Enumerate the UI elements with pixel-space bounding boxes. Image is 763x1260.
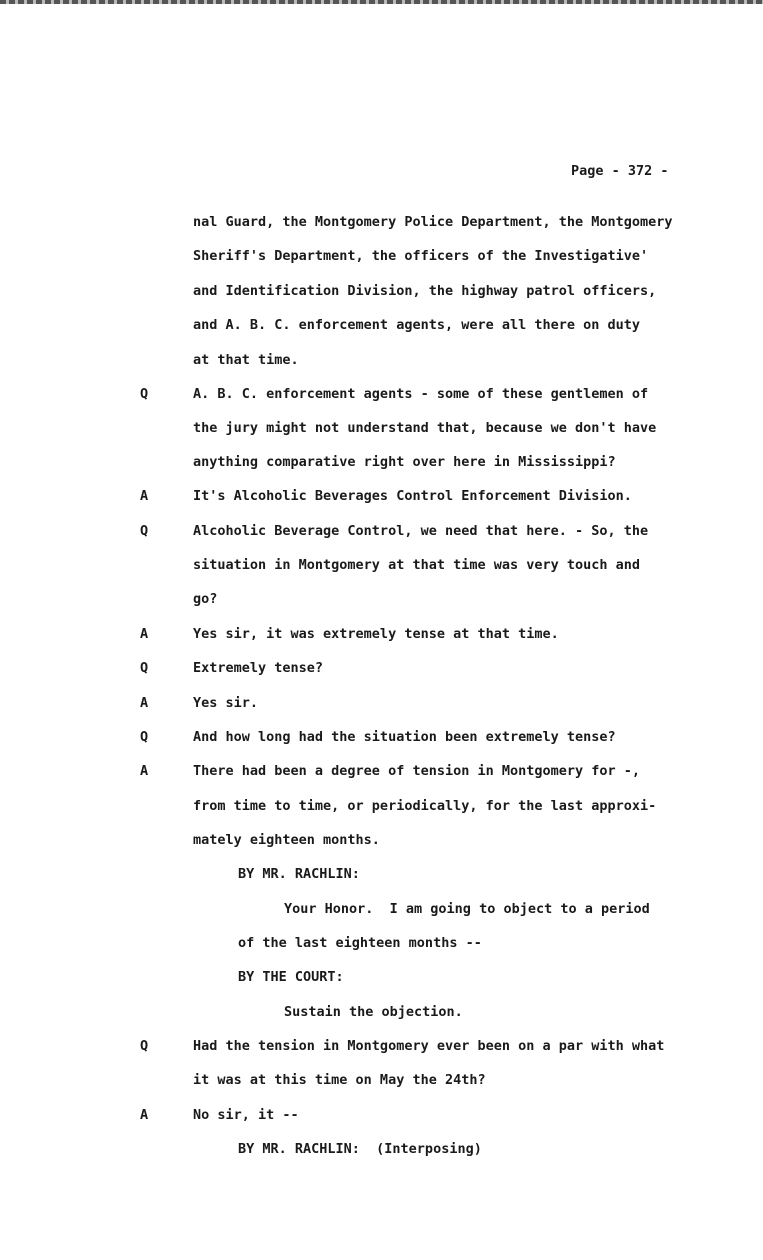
speaker-label: A bbox=[140, 1107, 149, 1123]
transcript-line: Sustain the objection. bbox=[284, 1004, 463, 1020]
speaker-label: Q bbox=[140, 660, 149, 676]
transcript-line: It's Alcoholic Beverages Control Enforcement Division. bbox=[193, 488, 632, 504]
transcript-line: from time to time, or periodically, for the last approxi- bbox=[193, 798, 657, 814]
transcript-line: Extremely tense? bbox=[193, 660, 324, 676]
transcript-line: it was at this time on May the 24th? bbox=[193, 1072, 486, 1088]
transcript-line: the jury might not understand that, because we don't have bbox=[193, 420, 657, 436]
transcript-line: Your Honor. I am going to object to a period bbox=[284, 901, 650, 917]
transcript-line: go? bbox=[193, 591, 218, 607]
speaker-label: Q bbox=[140, 729, 149, 745]
colloquy-header: BY MR. RACHLIN: (Interposing) bbox=[238, 1141, 482, 1157]
transcript-line: There had been a degree of tension in Montgomery for -, bbox=[193, 763, 641, 779]
scan-edge bbox=[0, 0, 763, 4]
transcript-line: anything comparative right over here in Mississippi? bbox=[193, 454, 616, 470]
transcript-line: Yes sir, it was extremely tense at that time. bbox=[193, 626, 559, 642]
speaker-label: Q bbox=[140, 523, 149, 539]
transcript-line: mately eighteen months. bbox=[193, 832, 380, 848]
transcript-line: A. B. C. enforcement agents - some of these gentlemen of bbox=[193, 386, 649, 402]
transcript-line: Had the tension in Montgomery ever been on a par with what bbox=[193, 1038, 665, 1054]
transcript-line: at that time. bbox=[193, 352, 299, 368]
transcript-line: situation in Montgomery at that time was very touch and bbox=[193, 557, 641, 573]
transcript-line: and A. B. C. enforcement agents, were all there on duty bbox=[193, 317, 641, 333]
speaker-label: A bbox=[140, 488, 149, 504]
transcript-line: And how long had the situation been extremely tense? bbox=[193, 729, 616, 745]
transcript-line: Sheriff's Department, the officers of the Investigative' bbox=[193, 248, 649, 264]
transcript-line: No sir, it -- bbox=[193, 1107, 299, 1123]
transcript-line: and Identification Division, the highway patrol officers, bbox=[193, 283, 657, 299]
transcript-line: of the last eighteen months -- bbox=[238, 935, 482, 951]
speaker-label: Q bbox=[140, 386, 149, 402]
transcript-line: nal Guard, the Montgomery Police Department, the Montgomery bbox=[193, 214, 673, 230]
transcript-line: Yes sir. bbox=[193, 695, 259, 711]
page-number: Page - 372 - bbox=[571, 163, 669, 179]
speaker-label: A bbox=[140, 763, 149, 779]
speaker-label: Q bbox=[140, 1038, 149, 1054]
colloquy-header: BY THE COURT: bbox=[238, 969, 344, 985]
speaker-label: A bbox=[140, 626, 149, 642]
speaker-label: A bbox=[140, 695, 149, 711]
transcript-line: Alcoholic Beverage Control, we need that here. - So, the bbox=[193, 523, 649, 539]
colloquy-header: BY MR. RACHLIN: bbox=[238, 866, 360, 882]
